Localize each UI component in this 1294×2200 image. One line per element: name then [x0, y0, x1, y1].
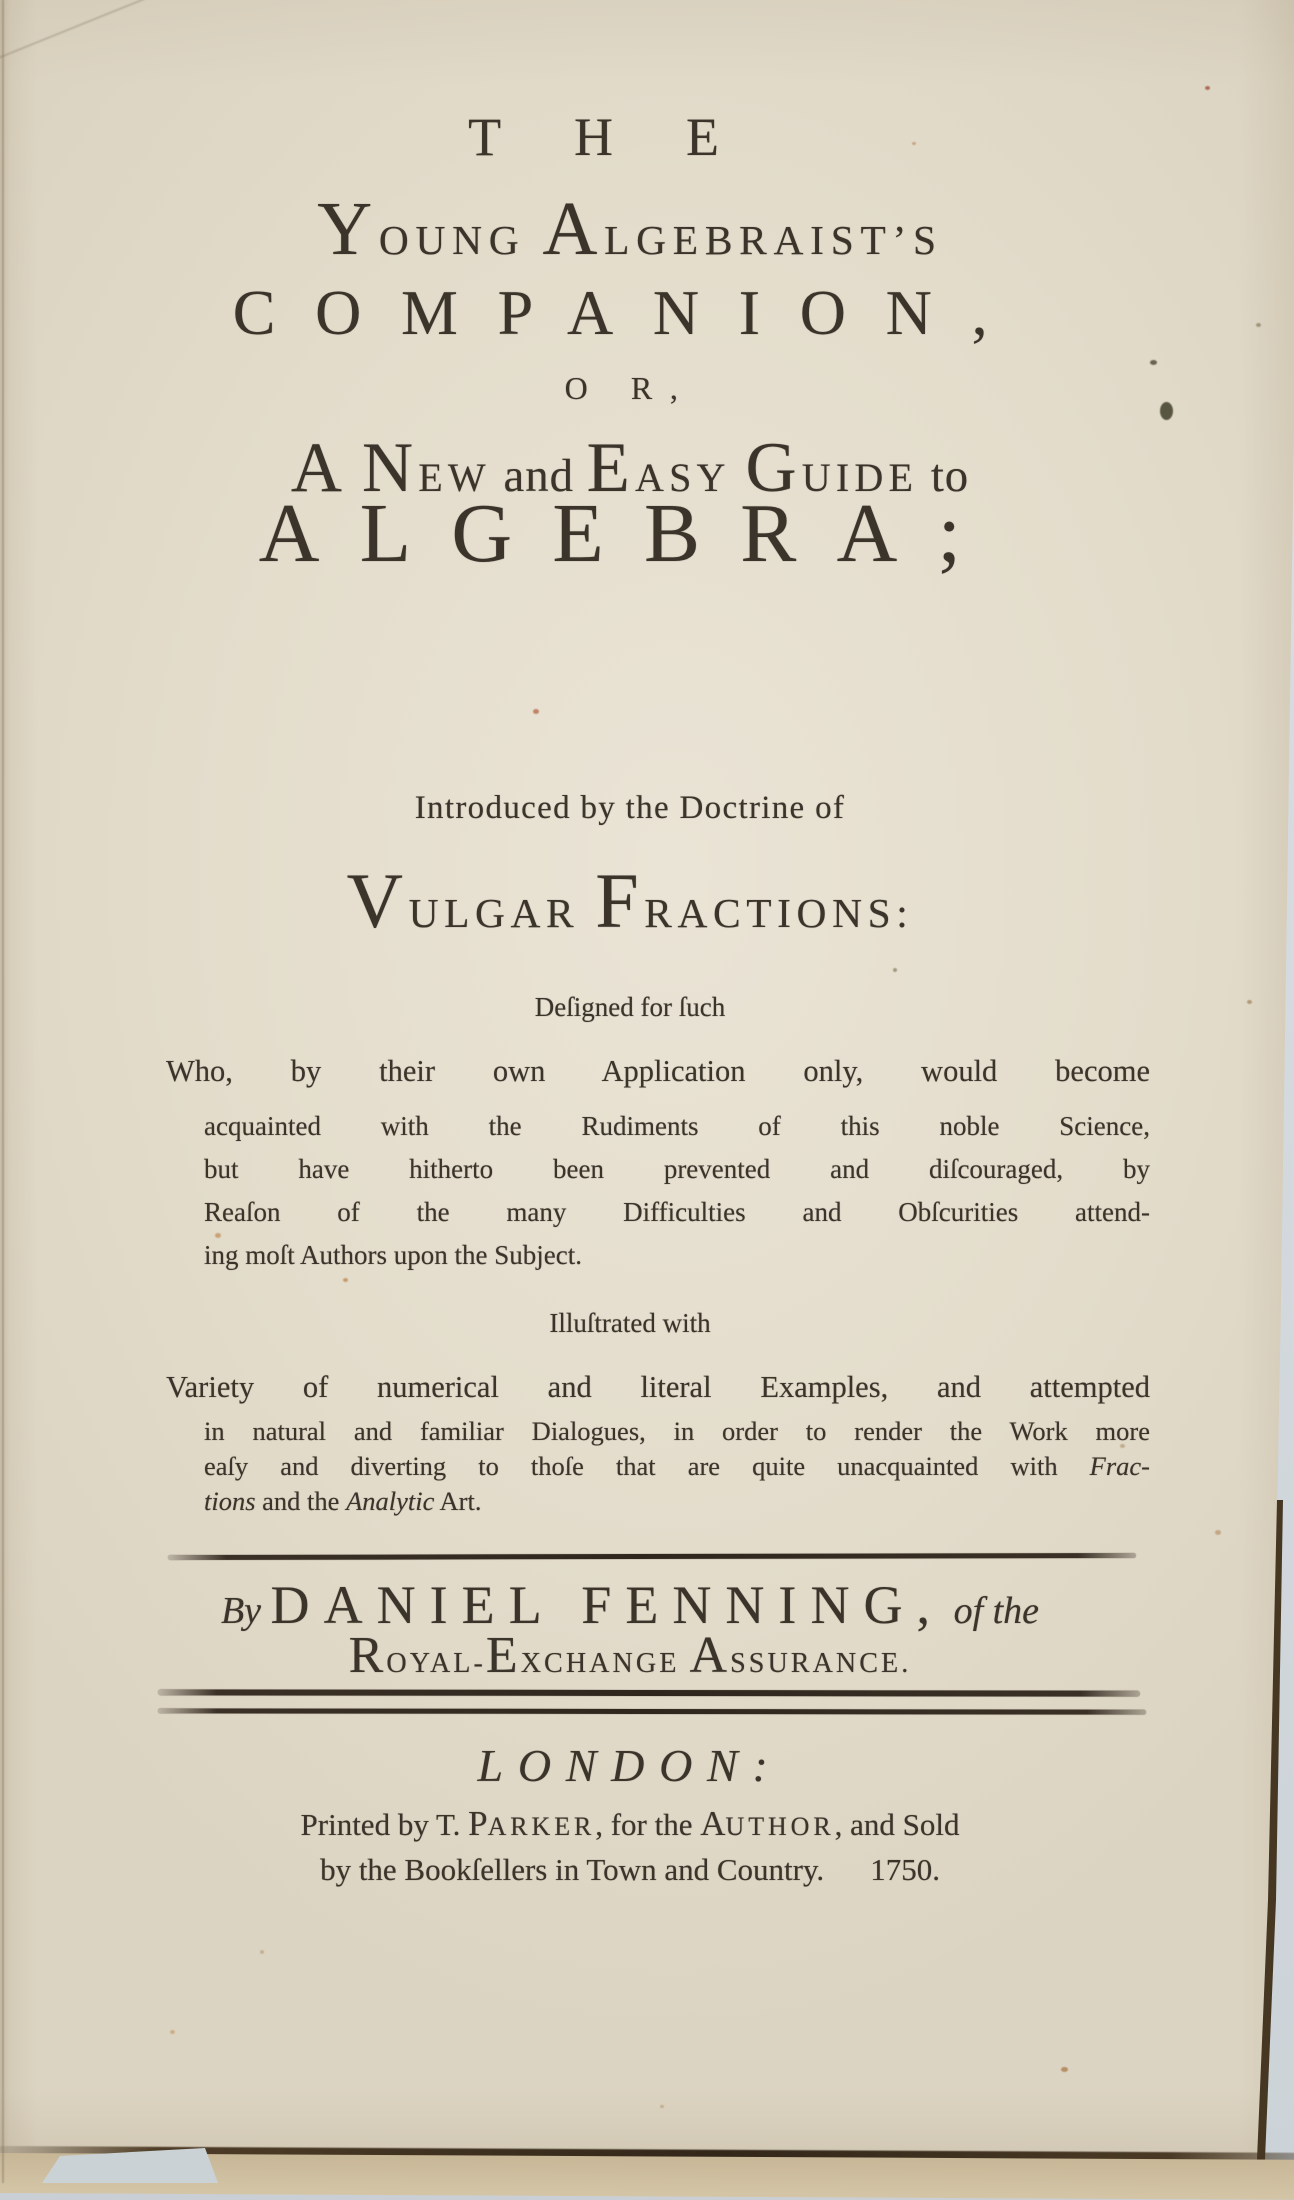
- text-segment: and: [490, 450, 587, 502]
- foxing-spot: [170, 2030, 175, 2034]
- text-segment: LGEBRAIST’S: [604, 217, 943, 263]
- text-segment: Printed by T.: [300, 1807, 469, 1842]
- paragraph-line: [158, 1484, 1150, 1519]
- note-designed-for-such: Deſigned for ſuch: [534, 992, 726, 1022]
- text-segment: UTHOR: [725, 1812, 835, 1841]
- foxing-spot: [1205, 86, 1210, 90]
- title-line-algebra: ALGEBRA;: [258, 487, 1002, 580]
- text-segment: but have hitherto been prevented and diſcouraged, by: [204, 1154, 1150, 1184]
- horizontal-rule-double-top: [158, 1689, 1140, 1696]
- text-segment: Frac-: [1089, 1451, 1150, 1481]
- text-segment: Y: [317, 187, 379, 271]
- title-line-the: THE: [468, 107, 792, 167]
- text-segment: OYAL-: [386, 1648, 486, 1679]
- foxing-spot: [260, 1950, 264, 1954]
- subtitle-introduced-by-doctrine: Introduced by the Doctrine of: [414, 790, 846, 826]
- text-segment: of the: [944, 1590, 1040, 1632]
- paragraph-line: [158, 1105, 1150, 1148]
- text-segment: [579, 890, 595, 936]
- text-segment: and the: [255, 1486, 347, 1516]
- foxing-spot: [343, 1278, 348, 1282]
- page-left-crease: [2, 0, 4, 2183]
- text-segment: ing moſt Authors upon the Subject.: [204, 1240, 582, 1270]
- text-segment: RACTIONS:: [644, 890, 914, 936]
- text-segment: Variety of numerical and literal Examples, and attempted: [166, 1370, 1150, 1404]
- foxing-spot: [893, 968, 897, 972]
- note-illustrated-with: Illuſtrated with: [549, 1308, 711, 1338]
- foxing-spot: [533, 709, 539, 714]
- text-segment: Who, by their own Application only, would become: [166, 1054, 1150, 1088]
- text-segment: P: [468, 1804, 488, 1843]
- text-segment: by the Bookſellers in Town and Country.: [320, 1852, 825, 1887]
- text-segment: A: [542, 187, 605, 271]
- author-affiliation: [75, 1626, 1185, 1686]
- text-segment: Analytic: [346, 1486, 435, 1516]
- title-conjunction-or: O R,: [564, 370, 696, 406]
- paragraph-audience: [158, 1050, 1150, 1277]
- text-segment: G: [745, 429, 802, 507]
- title-line-companion: COMPANION,: [232, 277, 1028, 348]
- paragraph-line: [158, 1191, 1150, 1234]
- paragraph-line: [158, 1148, 1150, 1191]
- foxing-spot: [1150, 360, 1157, 365]
- text-segment: DANIEL FENNING,: [270, 1575, 945, 1635]
- text-segment: E: [586, 429, 635, 507]
- foxing-spot: [1215, 1530, 1221, 1535]
- text-segment: SSURANCE.: [730, 1648, 912, 1679]
- text-segment: ULGAR: [408, 890, 580, 936]
- paragraph-contents: [158, 1366, 1150, 1519]
- text-segment: E: [485, 1627, 521, 1684]
- text-segment: 1750.: [870, 1852, 940, 1887]
- imprint-line-printer: [75, 1804, 1185, 1844]
- text-segment: EW: [418, 455, 491, 500]
- text-segment: to: [918, 450, 970, 502]
- paragraph-line: [158, 1366, 1150, 1408]
- imprint-line-sellers-year: [75, 1852, 1185, 1888]
- text-segment: tions: [204, 1486, 256, 1516]
- horizontal-rule-single: [168, 1553, 1136, 1560]
- imprint-place: LONDON:: [477, 1740, 783, 1791]
- text-segment: OUNG: [378, 217, 526, 263]
- title-line-vulgar-fractions: [75, 856, 1185, 946]
- text-segment: A: [689, 1627, 731, 1684]
- text-segment: [525, 217, 542, 263]
- foxing-spot: [1247, 1000, 1252, 1004]
- text-segment: F: [595, 857, 645, 944]
- text-segment: ASY: [634, 455, 731, 500]
- text-segment: Art.: [434, 1486, 482, 1516]
- text-segment: XCHANGE: [520, 1648, 680, 1679]
- text-segment: ARKER: [487, 1812, 596, 1841]
- paragraph-line: [158, 1050, 1150, 1093]
- foxing-spot: [1256, 323, 1261, 327]
- paragraph-line: [158, 1449, 1150, 1484]
- text-segment: in natural and familiar Dialogues, in order to render the Work more: [204, 1416, 1150, 1446]
- text-segment: A: [290, 429, 348, 507]
- text-segment: Reaſon of the many Difficulties and Obſcurities attend-: [204, 1197, 1150, 1227]
- text-segment: acquainted with the Rudiments of this noble Science,: [204, 1111, 1150, 1141]
- title-line-young-algebraists: [75, 186, 1185, 273]
- horizontal-rule-double-bottom: [158, 1708, 1146, 1714]
- text-segment: [679, 1648, 689, 1679]
- text-segment: By: [220, 1590, 271, 1632]
- text-segment: V: [346, 857, 409, 944]
- text-segment: , and Sold: [834, 1807, 960, 1842]
- text-segment: R: [348, 1627, 387, 1684]
- text-segment: UIDE: [801, 455, 919, 500]
- foxing-spot: [1061, 2067, 1068, 2072]
- text-segment: N: [362, 429, 419, 507]
- paragraph-line: [158, 1414, 1150, 1449]
- text-segment: A: [700, 1804, 726, 1843]
- top-left-corner-crease: [0, 0, 163, 67]
- foxing-spot: [660, 2105, 664, 2108]
- text-segment: eaſy and diverting to thoſe that are quite unacquainted with: [204, 1451, 1090, 1481]
- text-segment: , for the: [595, 1807, 701, 1842]
- paragraph-line: [158, 1234, 1150, 1277]
